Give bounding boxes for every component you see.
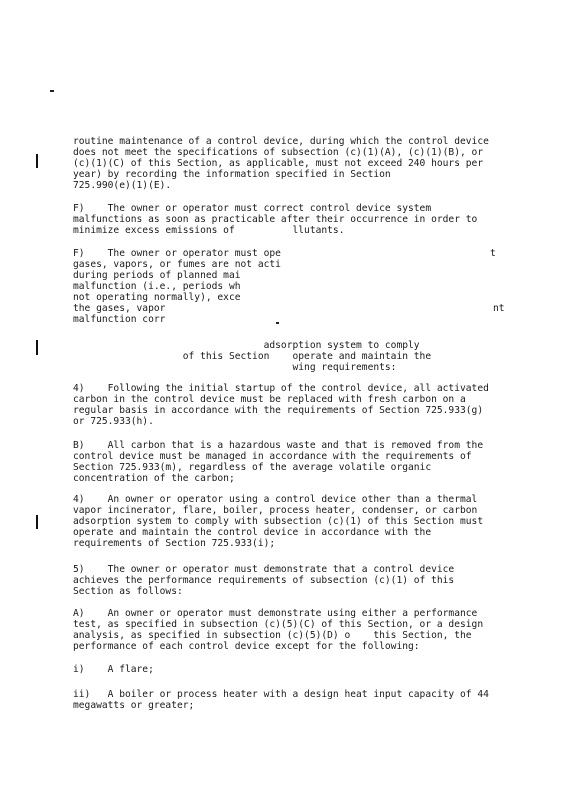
revision-bar [36, 515, 38, 529]
text-line: 725.990(e)(1)(E). [73, 180, 172, 191]
text-line: B) All carbon that is a hazardous waste and that is removed from the [73, 440, 484, 451]
text-line: ii) A boiler or process heater with a design heat input capacity of 44 [73, 689, 489, 700]
text-line: malfunctions as soon as practicable after their occurrence in order to [73, 214, 478, 225]
text-line: the gases, vapor [73, 303, 166, 314]
text-line: performance of each control device except for the following: [73, 641, 420, 652]
text-line: A) An owner or operator must demonstrate using either a performance [73, 608, 478, 619]
text-line: concentration of the carbon; [73, 473, 235, 484]
text-line: control device must be managed in accordance with the requirements of [73, 451, 472, 462]
text-line: malfunction (i.e., periods wh [73, 281, 241, 292]
text-line: i) A flare; [73, 664, 154, 675]
text-line: analysis, as specified in subsection (c)(5)(D) o this Section, the [73, 630, 472, 641]
text-line: year) by recording the information specified in Section [73, 169, 391, 180]
text-line: 5) The owner or operator must demonstrate that a control device [73, 564, 455, 575]
text-line: vapor incinerator, flare, boiler, process heater, condenser, or carbon [73, 505, 478, 516]
text-line: megawatts or greater; [73, 700, 195, 711]
text-line: F) The owner or operator must ope [73, 248, 281, 259]
scan-mark [50, 90, 54, 92]
text-line: regular basis in accordance with the requirements of Section 725.933(g) [73, 405, 484, 416]
text-line: or 725.933(h). [73, 416, 154, 427]
text-line: not operating normally), exce [73, 292, 241, 303]
margin-fragment: t [490, 248, 496, 259]
text-line: adsorption system to comply with subsection (c)(1) of this Section must [73, 516, 484, 527]
text-line: malfunction corr [73, 314, 166, 325]
text-line: achieves the performance requirements of subsection (c)(1) of this [73, 575, 455, 586]
text-line: test, as specified in subsection (c)(5)(C) of this Section, or a design [73, 619, 484, 630]
text-line: minimize excess emissions of llutants. [73, 225, 345, 236]
text-line: wing requirements: [73, 362, 397, 373]
text-line: (c)(1)(C) of this Section, as applicable, must not exceed 240 hours per [73, 158, 484, 169]
text-line: gases, vapors, or fumes are not acti [73, 259, 281, 270]
text-line: operate and maintain the control device in accordance with the [73, 527, 432, 538]
revision-bar [36, 340, 38, 355]
text-line: F) The owner or operator must correct control device system [73, 203, 432, 214]
scan-mark [276, 322, 279, 324]
text-line: carbon in the control device must be replaced with fresh carbon on a [73, 394, 466, 405]
text-line: Section 725.933(m), regardless of the average volatile organic [73, 462, 432, 473]
text-line: requirements of Section 725.933(i); [73, 538, 276, 549]
text-line: does not meet the specifications of subsection (c)(1)(A), (c)(1)(B), or [73, 147, 484, 158]
text-line: Section as follows: [73, 586, 183, 597]
margin-fragment: nt [493, 303, 505, 314]
text-line: of this Section operate and maintain the [73, 351, 432, 362]
text-line: adsorption system to comply [73, 340, 420, 351]
text-line: routine maintenance of a control device, during which the control device [73, 136, 489, 147]
revision-bar [36, 154, 38, 168]
text-line: 4) Following the initial startup of the control device, all activated [73, 383, 489, 394]
text-line: during periods of planned mai [73, 270, 241, 281]
text-line: 4) An owner or operator using a control device other than a thermal [73, 494, 478, 505]
